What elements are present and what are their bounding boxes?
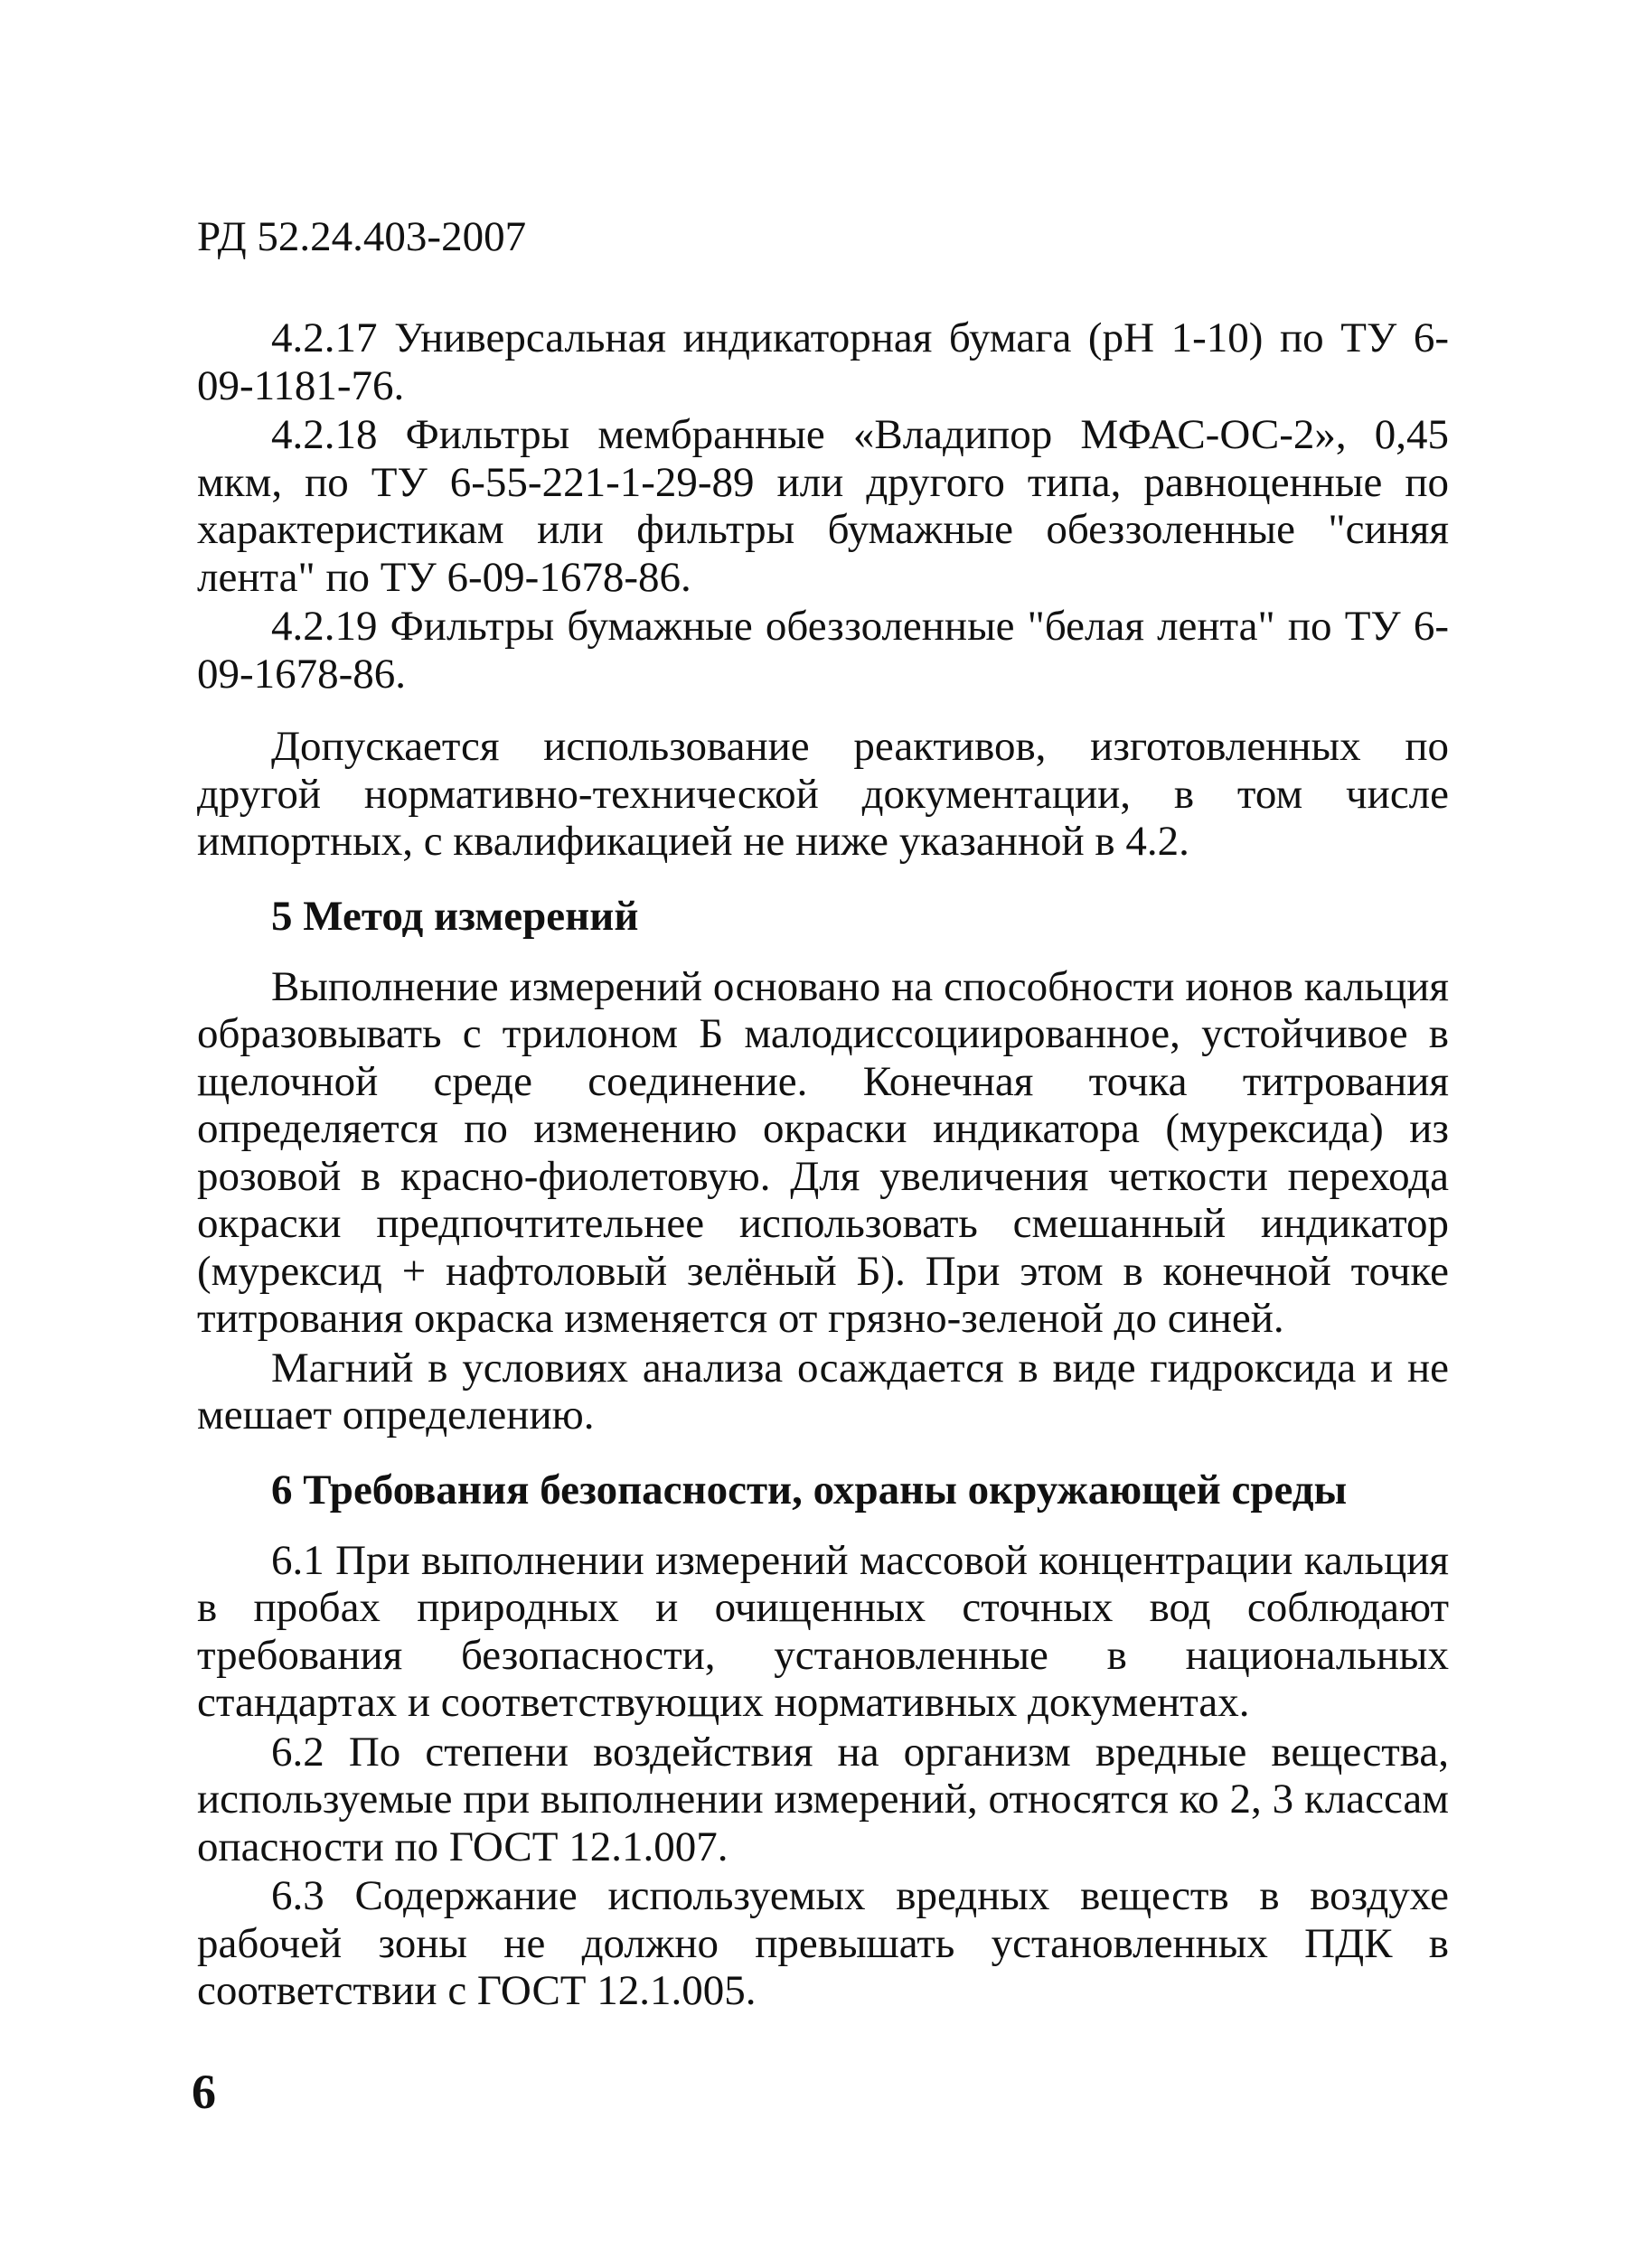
item-4-2-18: 4.2.18 Фильтры мембранные «Владипор МФАС-ОС-2», 0,45 мкм, по ТУ 6-55-221-1-29-89 или другого типа, равноценные по характеристикам или фильтры бумажные обеззоленные "синяя лента" по ТУ 6-09-1678-86. (197, 411, 1449, 601)
section-6-2: 6.2 По степени воздействия на организм вредные вещества, используемые при выполнении измерений, относятся ко 2, 3 классам опасности по ГОСТ 12.1.007. (197, 1728, 1449, 1870)
note-paragraph: Допускается использование реактивов, изготовленных по другой нормативно-технической документации, в том числе импортных, с квалификацией не ниже указанной в 4.2. (197, 723, 1449, 865)
section-6-1: 6.1 При выполнении измерений массовой концентрации кальция в пробах природных и очищенных сточных вод соблюдают требования безопасности, установленные в национальных стандартах и соответствующих нормативных документах. (197, 1536, 1449, 1726)
document-code: РД 52.24.403-2007 (197, 213, 527, 260)
section-5-paragraph-1: Выполнение измерений основано на способности ионов кальция образовывать с трилоном Б малодиссоциированное, устойчивое в щелочной среде соединение. Конечная точка титрования определяется по изменению окраски индикатора (мурексида) из розовой в красно-фиолетовую. Для увеличения четкости перехода окраски предпочтительнее использовать смешанный индикатор (мурексид + нафтоловый зелёный Б). При этом в конечной точке титрования окраска изменяется от грязно-зеленой до синей. (197, 962, 1449, 1342)
item-4-2-19: 4.2.19 Фильтры бумажные обеззоленные "белая лента" по ТУ 6-09-1678-86. (197, 603, 1449, 698)
item-4-2-17: 4.2.17 Универсальная индикаторная бумага (рН 1-10) по ТУ 6-09-1181-76. (197, 314, 1449, 409)
page-content (197, 314, 1449, 2015)
section-5-title: 5 Метод измерений (271, 892, 639, 940)
section-5-paragraph-2: Магний в условиях анализа осаждается в виде гидроксида и не мешает определению. (197, 1344, 1449, 1439)
section-6-title: 6 Требования безопасности, охраны окружающей среды (271, 1466, 1348, 1514)
page-number: 6 (192, 2065, 216, 2119)
section-6-3: 6.3 Содержание используемых вредных веществ в воздухе рабочей зоны не должно превышать установленных ПДК в соответствии с ГОСТ 12.1.005. (197, 1872, 1449, 2014)
